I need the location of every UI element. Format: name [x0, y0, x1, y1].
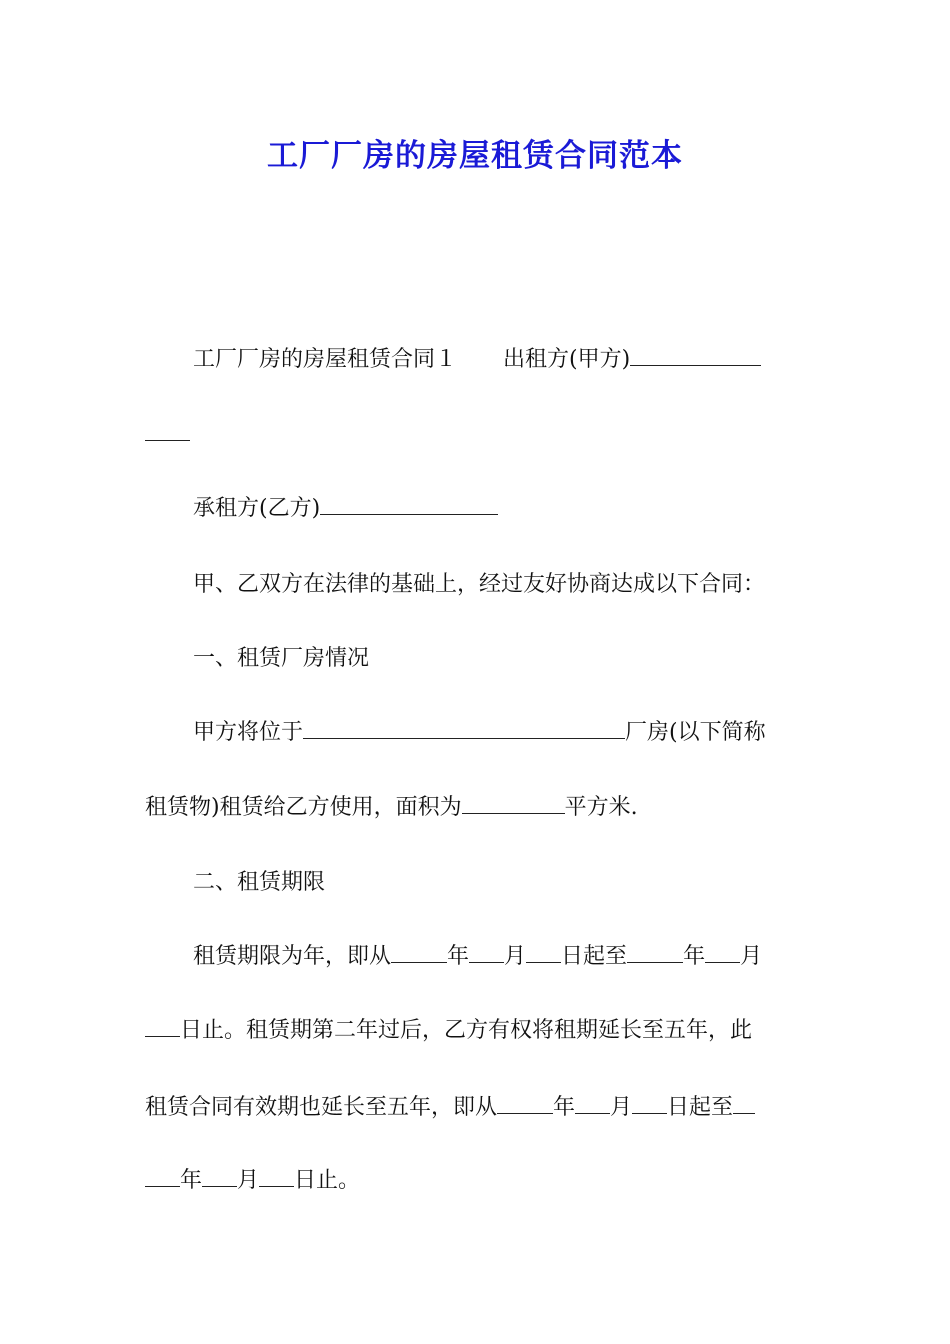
contract-heading: 工厂厂房的房屋租赁合同１ [193, 347, 458, 372]
section1-paragraph-line1: 甲方将位于 厂房(以下简称 [193, 720, 766, 745]
section1-title: 一、租赁厂房情况 [193, 646, 370, 671]
intro-paragraph: 甲、乙双方在法律的基础上，经过友好协商达成以下合同： [193, 572, 766, 597]
lessor-label: 出租方(甲方) [503, 347, 631, 372]
area-blank [462, 793, 565, 814]
section2-title: 二、租赁期限 [193, 870, 326, 895]
section2-paragraph-line4: 年 月 日止。 [0, 1166, 950, 1196]
section2-paragraph-line3: 租赁合同有效期也延长至五年，即从 年 月 日起至 [0, 1093, 950, 1123]
lessor-blank [630, 345, 761, 366]
section1-paragraph-line2: 租赁物)租赁给乙方使用，面积为 平方米. [145, 795, 638, 820]
lessee-blank [320, 494, 498, 515]
section2-paragraph-line2: 日止。租赁期第二年过后，乙方有权将租期延长至五年，此 [0, 1016, 950, 1046]
document-title: 工厂厂房的房屋租赁合同范本 [267, 138, 683, 174]
lessee-line [0, 494, 950, 524]
lessor-line [0, 345, 950, 375]
location-blank [303, 718, 625, 739]
lessee-label: 承租方(乙方) [193, 496, 321, 521]
section2-paragraph-line1: 租赁期限为年，即从 年 月 日起至 年 月 [193, 944, 763, 969]
lessor-blank-continued [0, 420, 950, 450]
